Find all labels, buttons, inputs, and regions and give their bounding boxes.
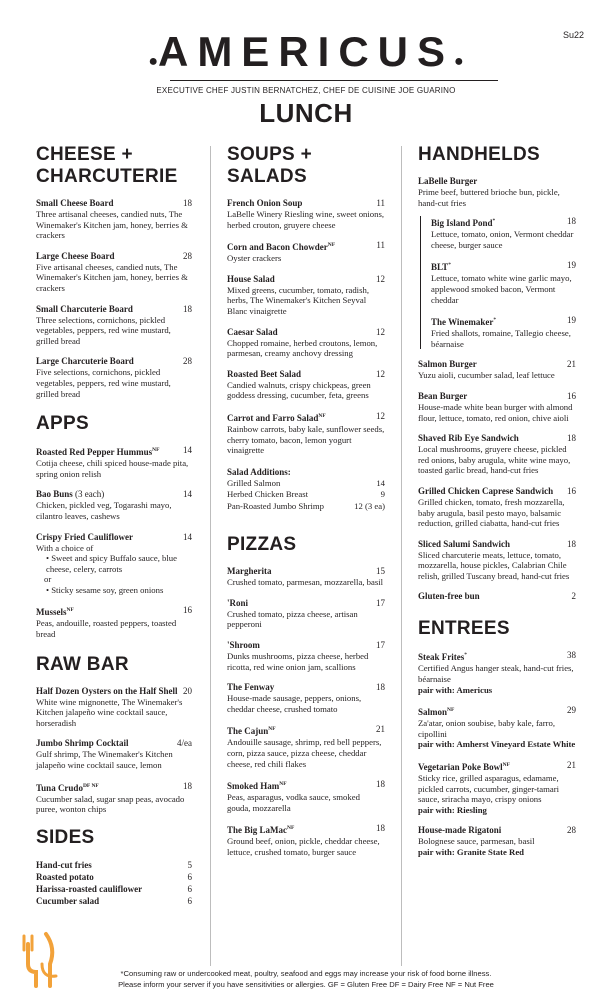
item-price: 28 [567, 825, 576, 836]
menu-item [36, 686, 192, 729]
item-price: 12 [376, 410, 385, 421]
item-name: House Salad [227, 273, 275, 284]
item-price: 28 [183, 250, 192, 261]
item-row [418, 760, 576, 773]
menu-item [36, 738, 192, 770]
entree-list [418, 650, 576, 857]
side-item [36, 871, 192, 883]
section-title-handhelds: HANDHELDS [418, 144, 540, 165]
menu-item [418, 591, 576, 602]
item-row [227, 823, 385, 836]
menu-item [418, 359, 576, 381]
item-price: 15 [376, 566, 385, 577]
item-name: Cucumber salad [36, 895, 100, 906]
item-name: Roasted potato [36, 871, 94, 882]
dietary-tag: * [492, 218, 496, 225]
item-desc: Grilled chicken, tomato, fresh mozzarella, baby arugula, basil pesto mayo, balsamic reduction, grilled ciabatta, hand-cut fries [418, 496, 565, 529]
salad-additions [227, 466, 385, 513]
item-name: 'Roni [227, 597, 249, 608]
item-desc: Sticky rice, grilled asparagus, edamame, pickled carrots, cucumber, ginger-tamari sauce, sriracha mayo, crispy onions [418, 773, 560, 805]
section-title-soups: SOUPS + SALADS [227, 144, 312, 187]
item-price: 11 [376, 240, 385, 251]
dietary-tag: NF [318, 412, 326, 419]
item-desc: Andouille sausage, shrimp, red bell peppers, corn, pizza sauce, pizza cheese, cheddar cheese, red chili flakes [227, 737, 382, 769]
footer-line-1: *Consuming raw or undercooked meat, poultry, seafood and eggs may increase your risk of food borne illness. [120, 969, 492, 978]
dot-left-icon: ● [148, 53, 158, 70]
item-name: 'Shroom [227, 640, 260, 650]
item-name: Vegetarian Poke Bowl$^{NF}$ [418, 762, 511, 773]
wine-pairing: pair with: Americus [418, 684, 493, 695]
item-row [36, 686, 192, 697]
menu-item [36, 251, 192, 294]
menu-item [227, 274, 385, 317]
dietary-tag: * [448, 262, 451, 269]
item-name: Pan-Roasted Jumbo Shrimp [227, 500, 325, 511]
item-row [36, 198, 192, 209]
dietary-tag: DF NF [82, 782, 99, 789]
menu-item [418, 825, 576, 857]
item-desc: Peas, asparagus, vodka sauce, smoked gouda, mozzarella [227, 792, 360, 813]
menu-item [36, 304, 192, 347]
item-price: 19 [567, 260, 576, 271]
allergy-footer [60, 968, 552, 990]
item-desc: Cotija cheese, chili spiced house-made pita, spring onion relish [36, 458, 189, 479]
item-name: Mussels$^{NF}$ [36, 607, 74, 618]
item-desc: Crushed tomato, parmesan, mozzarella, basil [227, 577, 384, 588]
item-desc: Gulf shrimp, The Winemaker's Kitchen jalapeño wine cocktail sauce, lemon [36, 749, 173, 771]
menu-code: Su22 [562, 30, 584, 40]
item-price: 21 [567, 760, 576, 771]
item-desc: Local mushrooms, gruyere cheese, pickled red onions, baby arugula, white wine mayo, toasted garlic bread, hand-cut fries [418, 444, 571, 476]
item-desc: With a choice of [36, 542, 94, 553]
item-desc: Za'atar, onion soubise, baby kale, farro, cipollini [418, 718, 556, 739]
item-name: Grilled Salmon [227, 477, 281, 488]
additions-list [227, 478, 385, 513]
item-name: The Cajun$^{NF}$ [227, 726, 276, 737]
item-row [418, 359, 576, 370]
menu-item [36, 605, 192, 639]
item-desc: Three selections, cornichons, pickled vegetables, peppers, red wine mustard, grilled bread [36, 314, 171, 346]
item-name: Bao Buns (3 each) [36, 489, 105, 500]
section-title-apps: APPS [36, 413, 89, 435]
item-row [418, 705, 576, 718]
item-row [227, 566, 385, 577]
item-desc: Chicken, pickled veg, Togarashi mayo, cilantro leaves, cashews [36, 500, 172, 521]
item-row [227, 327, 385, 338]
menu-item [227, 369, 385, 401]
item-row [431, 260, 576, 273]
item-price: 6 [187, 895, 192, 906]
menu-item [418, 433, 576, 476]
additions-title: Salad Additions: [227, 466, 291, 477]
item-name: French Onion Soup [227, 198, 303, 208]
menu-item [227, 198, 385, 230]
menu-item [431, 315, 576, 349]
item-desc: Candied walnuts, crispy chickpeas, green goddess dressing, cucumber, feta, greens [227, 379, 371, 401]
handhelds-list [418, 359, 576, 602]
item-desc: Yuzu aioli, cucumber salad, leaf lettuce [418, 370, 555, 381]
item-row [227, 640, 385, 651]
item-name: Jumbo Shrimp Cocktail [36, 738, 129, 749]
item-price: 9 [380, 489, 385, 500]
menu-item [36, 445, 192, 479]
item-price: 19 [567, 315, 576, 326]
dot-right-icon: ● [454, 53, 464, 70]
item-price: 4/ea [177, 738, 192, 749]
item-name: BLT* [431, 262, 451, 273]
item-name: The Fenway [227, 682, 275, 693]
item-name: Carrot and Farro Salad$^{NF}$ [227, 412, 326, 423]
item-row [418, 486, 576, 497]
item-price: 14 [183, 489, 192, 500]
footer-line-2: Please inform your server if you have sensitivities or allergies. GF = Gluten Free DF = Dairy Free NF = Nut Free [118, 980, 494, 989]
section-title-entrees: ENTREES [418, 618, 510, 640]
item-price: 16 [567, 485, 576, 496]
item-name: Salmon$^{NF}$ [418, 707, 455, 718]
section-title-raw-bar: RAW BAR [36, 653, 129, 675]
item-desc: Ground beef, onion, pickle, cheddar cheese, lettuce, crushed tomato, burger sauce [227, 836, 380, 857]
item-desc: Five selections, cornichons, pickled vegetables, peppers, red wine mustard, grilled bread [36, 367, 171, 399]
item-price: 20 [183, 685, 192, 696]
item-row [418, 591, 576, 602]
item-desc: Lettuce, tomato white wine garlic mayo, applewood smoked bacon, Vermont cheddar [431, 273, 572, 305]
menu-item [227, 823, 385, 857]
item-name: The Winemaker* [431, 317, 497, 328]
addition-item [227, 478, 385, 490]
item-price: 6 [187, 871, 192, 882]
item-row [418, 539, 576, 550]
addition-item [227, 489, 385, 501]
item-price: 12 (3 ea) [354, 500, 385, 511]
raw-bar-list [36, 686, 192, 815]
item-price: 18 [376, 823, 385, 834]
pizza-list [227, 566, 385, 857]
item-name: Small Cheese Board [36, 198, 114, 208]
menu-item [227, 779, 385, 813]
item-price: 14 [183, 531, 192, 542]
item-name: Margherita [227, 566, 272, 577]
item-price: 38 [567, 650, 576, 661]
item-row [431, 315, 576, 328]
wine-pairing: pair with: Amherst Vineyard Estate White [418, 739, 576, 750]
item-price: 6 [187, 883, 192, 894]
item-name: Shaved Rib Eye Sandwich [418, 433, 519, 444]
item-name: Salmon Burger [418, 359, 477, 370]
menu-item [418, 486, 576, 529]
menu-item [227, 640, 385, 672]
item-row [227, 598, 385, 609]
item-row [36, 781, 192, 794]
item-name: Herbed Chicken Breast [227, 489, 309, 500]
menu-item [431, 216, 576, 250]
item-price: 18 [567, 433, 576, 444]
item-desc: House-made sausage, peppers, onions, cheddar cheese, crushed tomato [227, 693, 362, 714]
item-price: 18 [183, 780, 192, 791]
item-price: 18 [183, 303, 192, 314]
item-desc: Three artisanal cheeses, candied nuts, The Winemaker's Kitchen jam, honey, berries & crackers [36, 209, 188, 241]
menu-item [418, 539, 576, 582]
item-desc: Cucumber salad, sugar snap peas, avocado puree, wonton chips [36, 793, 185, 815]
item-name: Big Island Pond* [431, 218, 496, 229]
item-desc: Certified Angus hanger steak, hand-cut fries, béarnaise [418, 663, 574, 685]
sauce-option: • Sweet and spicy Buffalo sauce, blue cheese, celery, carrots [46, 553, 192, 574]
item-row [227, 411, 385, 424]
menu-item [418, 705, 576, 750]
menu-item [227, 411, 385, 456]
item-name: Hand-cut fries [36, 859, 92, 870]
item-name: Smoked Ham$^{NF}$ [227, 781, 287, 792]
column-divider [401, 146, 402, 966]
item-row [36, 251, 192, 262]
item-price: 29 [567, 705, 576, 716]
item-row [227, 198, 385, 209]
item-name: Large Cheese Board [36, 250, 115, 261]
menu-column-3 [418, 144, 576, 868]
menu-item [36, 356, 192, 399]
side-item [36, 895, 192, 907]
dietary-tag: * [464, 652, 467, 659]
item-name: Bean Burger [418, 390, 468, 401]
wine-pairing: pair with: Riesling [418, 804, 487, 815]
menu-item [36, 198, 192, 241]
item-row [418, 391, 576, 402]
item-row [227, 724, 385, 737]
dietary-tag: NF [287, 825, 295, 832]
item-name: Small Charcuterie Board [36, 303, 133, 314]
dietary-tag: NF [279, 781, 287, 788]
item-price: 5 [187, 859, 192, 870]
item-name: Corn and Bacon Chowder$^{NF}$ [227, 242, 336, 253]
item-price: 18 [376, 682, 385, 693]
item-price: 11 [376, 198, 385, 208]
option-or: or [44, 574, 52, 585]
brand-title: AMERICUS [157, 28, 454, 75]
dietary-tag: NF [447, 707, 455, 714]
menu-item [418, 650, 576, 695]
item-desc: Sliced charcuterie meats, lettuce, tomato, mozzarella, house pickles, Calabrian Chile relish, grilled Tuscany bread, hand-cut fries [418, 549, 570, 581]
item-row [418, 825, 576, 836]
menu-item [418, 760, 576, 815]
item-price: 21 [376, 724, 385, 735]
sides-list [36, 859, 192, 907]
item-row [227, 369, 385, 380]
item-desc: Rainbow carrots, baby kale, sunflower seeds, cherry tomato, bacon, lemon yogurt vinaigrette [227, 423, 385, 456]
item-name: Gluten-free bun [418, 591, 480, 602]
item-price: 18 [183, 198, 192, 208]
item-price: 14 [376, 477, 385, 488]
soups-list [227, 198, 385, 456]
side-item [36, 883, 192, 895]
item-row [227, 682, 385, 693]
menu-item [431, 260, 576, 305]
item-desc: Bolognese sauce, parmesan, basil [418, 836, 535, 847]
menu-item [227, 327, 385, 359]
menu-item [418, 391, 576, 423]
item-price: 16 [567, 390, 576, 401]
item-price: 18 [567, 216, 576, 227]
section-title-sides: SIDES [36, 826, 95, 848]
item-desc: House-made white bean burger with almond flour, lettuce, tomato, red onion, chive aioli [418, 401, 573, 423]
item-price: 12 [376, 368, 385, 379]
menu-item [227, 598, 385, 630]
menu-item [36, 781, 192, 815]
item-name: Caesar Salad [227, 326, 278, 337]
menu-column-1 [36, 144, 192, 907]
item-price: 12 [376, 326, 385, 337]
item-price: 16 [183, 605, 192, 616]
item-desc: Dunks mushrooms, pizza cheese, herbed ricotta, red wine onion jam, scallions [227, 651, 369, 672]
item-name: Large Charcuterie Board [36, 356, 134, 367]
addition-item [227, 501, 385, 513]
item-price: 14 [183, 445, 192, 456]
menu-item [418, 176, 576, 208]
item-price: 18 [376, 779, 385, 790]
menu-item [227, 566, 385, 588]
item-row [418, 433, 576, 444]
sauce-option: • Sticky sesame soy, green onions [46, 585, 192, 596]
dietary-tag: NF [268, 726, 276, 733]
item-name: House-made Rigatoni [418, 825, 502, 836]
item-name: Roasted Beet Salad [227, 368, 301, 379]
item-desc: Crushed tomato, pizza cheese, artisan pepperoni [227, 608, 358, 630]
item-row [36, 738, 192, 749]
item-price: 17 [376, 640, 385, 650]
item-desc: White wine mignonette, The Winemaker's Kitchen jalapeño wine cocktail sauce, horseradish [36, 696, 183, 728]
header-rule [170, 80, 498, 81]
side-item [36, 859, 192, 871]
wine-pairing: pair with: Granite State Red [418, 847, 525, 857]
fork-knife-logo-icon [20, 930, 64, 990]
item-row [418, 650, 576, 663]
item-price: 18 [567, 538, 576, 549]
menu-item [36, 489, 192, 521]
item-name: Grilled Chicken Caprese Sandwich [418, 485, 554, 496]
item-row [36, 304, 192, 315]
dietary-tag: * [493, 317, 497, 324]
item-row [36, 356, 192, 367]
item-name: LaBelle Burger [418, 176, 478, 186]
item-name: The Big LaMac$^{NF}$ [227, 825, 295, 836]
brand-header [0, 28, 612, 76]
item-name: Steak Frites* [418, 652, 467, 663]
item-name: Sliced Salumi Sandwich [418, 538, 511, 549]
item-row [227, 274, 385, 285]
item-desc: Peas, andouille, roasted peppers, toasted bread [36, 618, 177, 640]
item-name: Half Dozen Oysters on the Half Shell [36, 685, 178, 696]
item-price: 2 [571, 591, 576, 602]
menu-item [227, 682, 385, 714]
item-desc: LaBelle Winery Riesling wine, sweet onions, herbed crouton, gruyere cheese [227, 209, 385, 230]
item-desc: Fried shallots, romaine, Tallegio cheese, béarnaise [431, 328, 571, 349]
item-name: Tuna Crudo$^{DF NF}$ [36, 782, 99, 793]
item-row [227, 779, 385, 792]
dietary-tag: NF [502, 762, 511, 769]
item-name: Roasted Red Pepper Hummus$^{NF}$ [36, 447, 160, 458]
item-desc: Chopped romaine, herbed croutons, lemon, parmesan, creamy anchovy dressing [227, 337, 378, 359]
menu-item [227, 724, 385, 769]
item-desc: Lettuce, tomato, onion, Vermont cheddar cheese, burger sauce [431, 229, 574, 250]
item-price: 17 [376, 597, 385, 608]
item-desc: Oyster crackers [227, 253, 282, 264]
menu-item [227, 240, 385, 264]
menu-item-cauliflower [36, 532, 192, 596]
menu-column-2 [227, 144, 385, 868]
cheese-list [36, 198, 192, 399]
item-desc: Mixed greens, cucumber, tomato, radish, herbs, The Winemaker's Kitchen Seyval Blanc vinaigrette [227, 284, 369, 316]
dietary-tag: NF [327, 242, 336, 249]
burger-options [420, 216, 576, 349]
item-desc: Five artisanal cheeses, candied nuts, The Winemaker's Kitchen jam, honey, berries & crackers [36, 261, 188, 293]
section-title-cheese: CHEESE + CHARCUTERIE [36, 144, 178, 187]
item-name: Harissa-roasted cauliflower [36, 883, 143, 894]
chef-credits: EXECUTIVE CHEF JUSTIN BERNATCHEZ, CHEF DE CUISINE JOE GUARINO [156, 86, 456, 95]
item-price: 21 [567, 359, 576, 370]
meal-title: LUNCH [259, 98, 353, 128]
item-row [227, 240, 385, 253]
item-price: 28 [183, 356, 192, 367]
item-row [431, 216, 576, 229]
item-price: 12 [376, 273, 385, 284]
item-name: Crispy Fried Cauliflower [36, 531, 133, 542]
column-divider [210, 146, 211, 966]
section-title-pizzas: PIZZAS [227, 534, 297, 556]
item-desc: Prime beef, buttered brioche bun, pickle, hand-cut fries [418, 187, 560, 208]
